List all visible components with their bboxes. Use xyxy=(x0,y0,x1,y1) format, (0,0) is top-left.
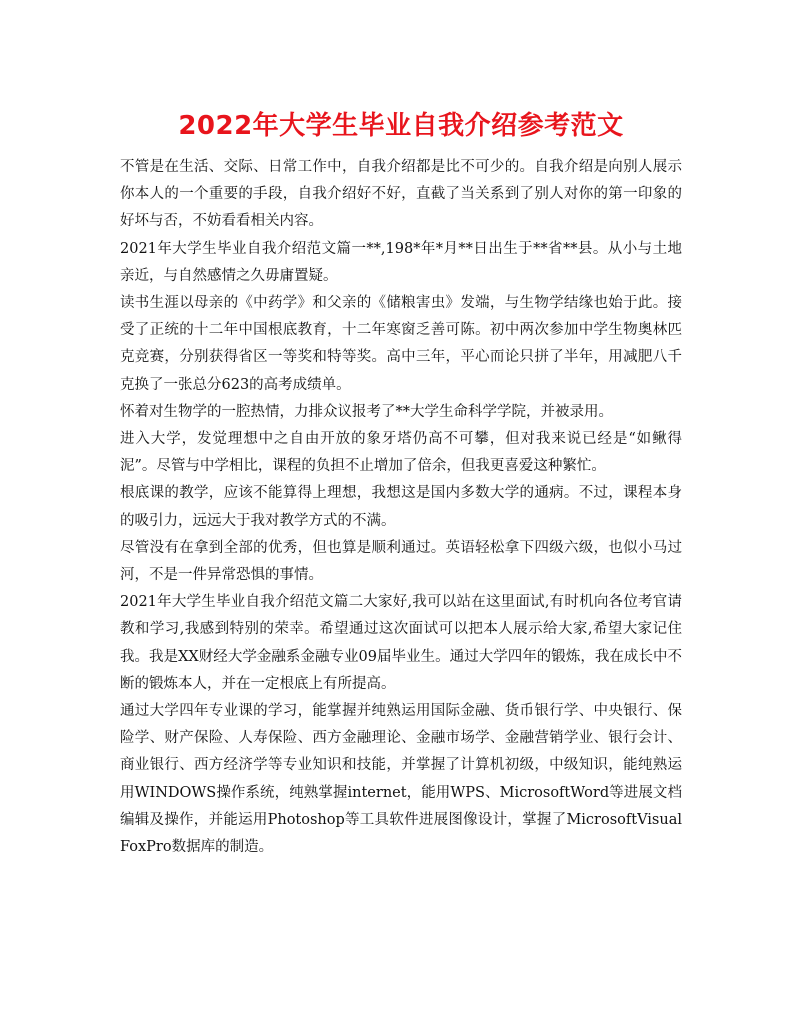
paragraph: 根底课的教学，应该不能算得上理想，我想这是国内多数大学的通病。不过，课程本身的吸引力，远远大于我对教学方式的不满。 xyxy=(120,485,682,529)
document-body xyxy=(120,154,682,861)
paragraph: 进入大学，发觉理想中之自由开放的象牙塔仍高不可攀，但对我来说已经是“如鳅得泥”。尽管与中学相比，课程的负担不止增加了倍余，但我更喜爱这种繁忙。 xyxy=(120,431,682,475)
paragraph: 读书生涯以母亲的《中药学》和父亲的《储粮害虫》发端，与生物学结缘也始于此。接受了正统的十二年中国根底教育，十二年寒窗乏善可陈。初中两次参加中学生物奥林匹克竞赛，分别获得省区一等奖和特等奖。高中三年，平心而论只拼了半年，用减肥八千克换了一张总分623的高考成绩单。 xyxy=(120,295,682,393)
paragraph: 不管是在生活、交际、日常工作中，自我介绍都是比不可少的。自我介绍是向别人展示你本人的一个重要的手段，自我介绍好不好，直截了当关系到了别人对你的第一印象的好坏与否，不妨看看相关内容。 xyxy=(120,159,682,230)
document-title: 2022年大学生毕业自我介绍参考范文 xyxy=(178,111,624,141)
paragraph: 2021年大学生毕业自我介绍范文篇二大家好,我可以站在这里面试,有时机向各位考官请教和学习,我感到特别的荣幸。希望通过这次面试可以把本人展示给大家,希望大家记住我。我是XX财经大学金融系金融专业09届毕业生。通过大学四年的锻炼，我在成长中不断的锻炼本人，并在一定根底上有所提高。 xyxy=(120,594,682,692)
paragraph: 通过大学四年专业课的学习，能掌握并纯熟运用国际金融、货币银行学、中央银行、保险学、财产保险、人寿保险、西方金融理论、金融市场学、金融营销学业、银行会计、商业银行、西方经济学等专业知识和技能，并掌握了计算机初级，中级知识，能纯熟运用WINDOWS操作系统，纯熟掌握internet，能用WPS、MicrosoftWord等进展文档编辑及操作，并能运用Photoshop等工具软件进展图像设计，掌握了MicrosoftVisualFoxPro数据库的制造。 xyxy=(120,703,682,856)
paragraph: 尽管没有在拿到全部的优秀，但也算是顺利通过。英语轻松拿下四级六级，也似小马过河，不是一件异常恐惧的事情。 xyxy=(120,539,682,584)
paragraph: 2021年大学生毕业自我介绍范文篇一**,198*年*月**日出生于**省**县。从小与土地亲近，与自然感情之久毋庸置疑。 xyxy=(120,240,682,284)
paragraph: 怀着对生物学的一腔热情，力排众议报考了**大学生命科学学院，并被录用。 xyxy=(120,403,613,420)
